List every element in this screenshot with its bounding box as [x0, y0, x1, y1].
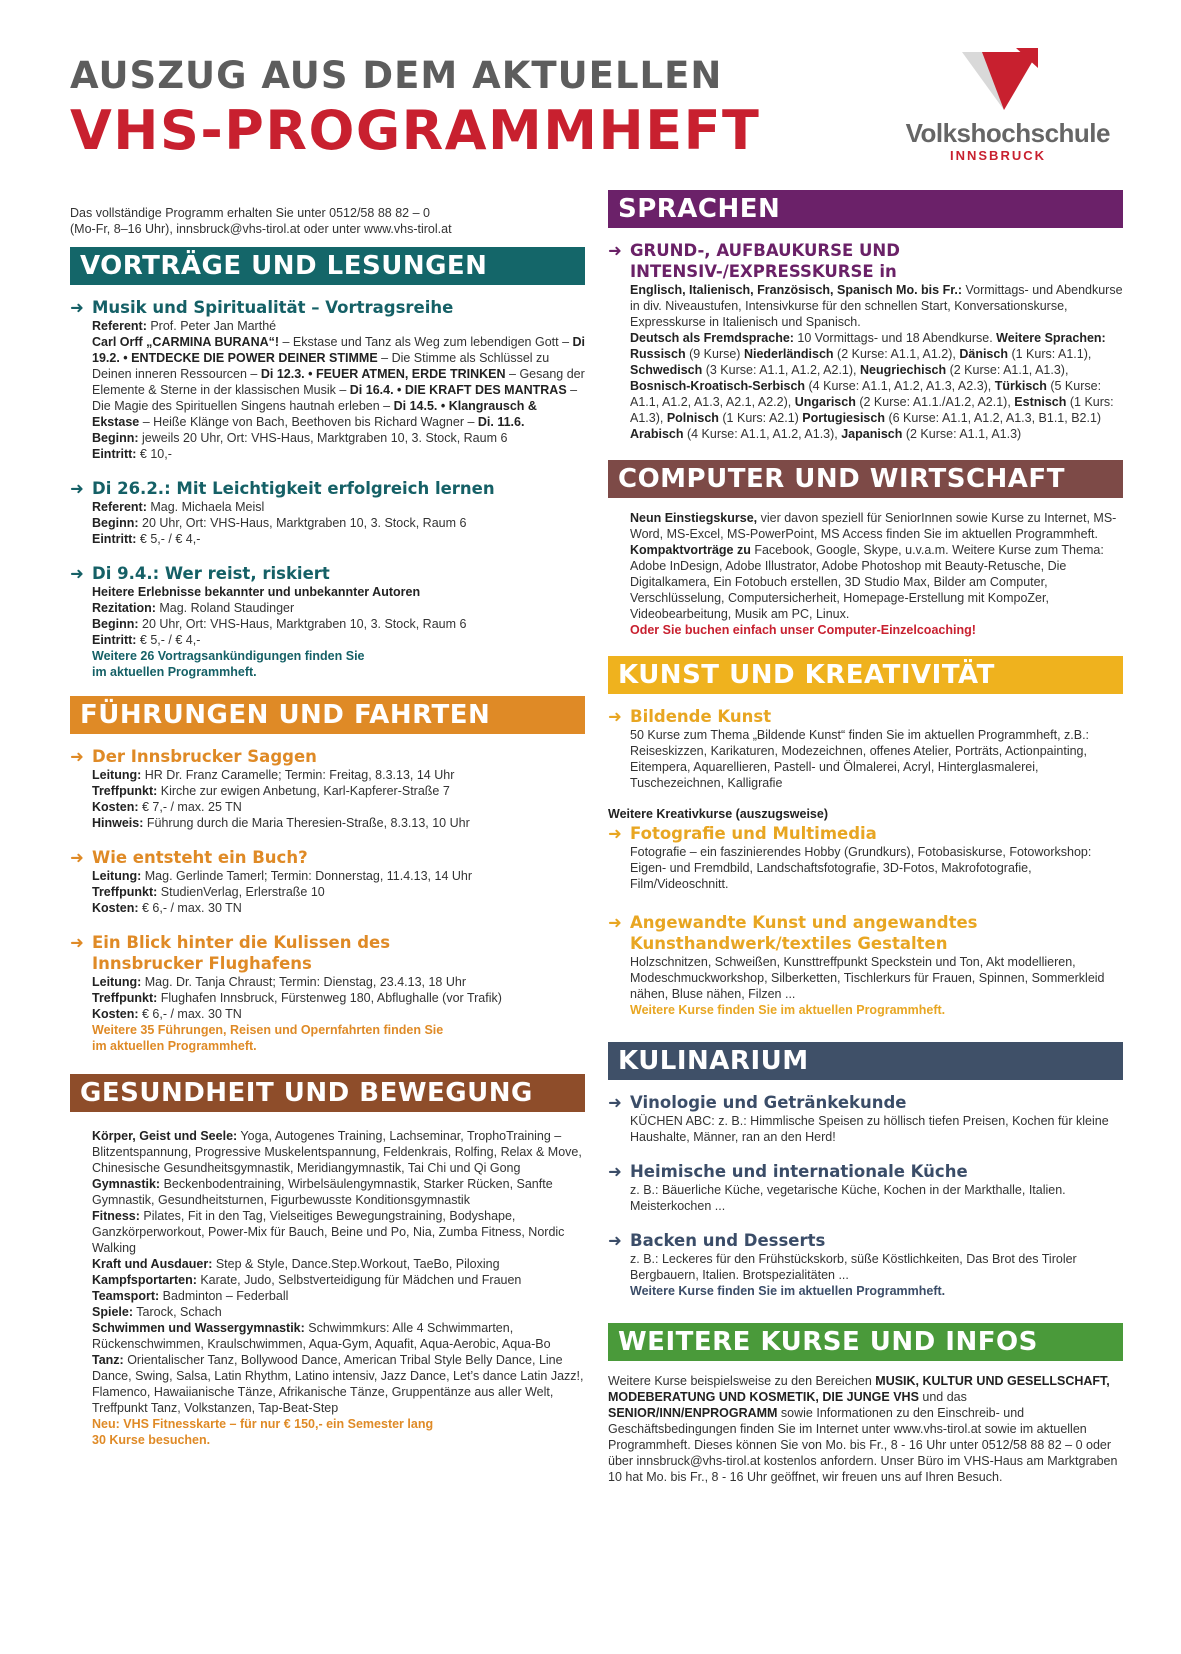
header-line-1: AUSZUG AUS DEM AKTUELLEN [70, 54, 723, 97]
section-title-vortraege: VORTRÄGE UND LESUNGEN [70, 247, 585, 285]
fuehrung-title-line-2: Innsbrucker Flughafens [92, 954, 312, 973]
kunst-item [608, 912, 1123, 1018]
fuehrung-item [70, 847, 585, 916]
kulinarium-item [608, 1161, 1123, 1214]
section-title-weitere: WEITERE KURSE UND INFOS [608, 1323, 1123, 1361]
left-column [70, 205, 585, 1448]
arrow-right-icon: ➜ [608, 824, 622, 843]
vhs-logo[interactable] [890, 48, 1110, 168]
kunst-title-line-2: Kunsthandwerk/textiles Gestalten [630, 934, 948, 953]
section-weitere [608, 1323, 1123, 1361]
sprachen-body: Englisch, Italienisch, Französisch, Spanisch Mo. bis Fr.: Vormittags- und Abendkurse in div. Niveaustufen, Intensivkurse für den schnellen Start, Konversationskurse, Expresskurse in Italienisch und Spanisch. Deutsch als Fremdsprache: 10 Vormittags- und 18 Abendkurse. Weitere Sprachen: Russisch (9 Kurse) Niederländisch (2 Kurse: A1.1, A1.2), Dänisch (1 Kurs: A1.1), Schwedisch (3 Kurse: A1.1, A1.2, A2.1), Neugriechisch (2 Kurse: A1.1, A1.3), Bosnisch-Kroatisch-Serbisch (4 Kurse: A1.1, A1.2, A1.3, A2.3), Türkisch (5 Kurse: A1.1, A1.2, A1.3, A2.1, A2.2), Ungarisch (2 Kurse: A1.1./A1.2, A2.1), Estnisch (1 Kurs: A1.3), Polnisch (1 Kurs: A2.1) Portugiesisch (6 Kurse: A1.1, A1.2, A1.3, B1.1, B2.1) Arabisch (4 Kurse: A1.1, A1.2, A1.3), Japanisch (2 Kurse: A1.1, A1.3) [630, 283, 1123, 441]
section-kunst [608, 656, 1123, 694]
right-column [608, 190, 1123, 1485]
section-fuehrungen [70, 696, 585, 734]
sprachen-title-line-2: INTENSIV-/EXPRESSKURSE in [630, 262, 897, 281]
section-title-kulinarium: KULINARIUM [608, 1042, 1123, 1080]
kunst-item [608, 823, 1123, 892]
kulinarium-title: Backen und Desserts [630, 1231, 826, 1250]
vhs-logo-mark-icon [960, 48, 1040, 112]
kulinarium-title: Vinologie und Getränkekunde [630, 1093, 907, 1112]
arrow-right-icon: ➜ [70, 848, 84, 867]
fuehrung-item [70, 746, 585, 831]
section-title-computer: COMPUTER UND WIRTSCHAFT [608, 460, 1123, 498]
kulinarium-body: z. B.: Leckeres für den Frühstückskorb, süße Köstlichkeiten, Das Brot des Tiroler Bergbauern, Italien. Brotspezialitäten ... Weitere Kurse finden Sie im aktuellen Programmheft. [608, 1251, 1123, 1299]
kulinarium-item [608, 1092, 1123, 1145]
kulinarium-item [608, 1230, 1123, 1299]
kunst-body: 50 Kurse zum Thema „Bildende Kunst“ finden Sie im aktuellen Programmheft, z.B.: Reiseskizzen, Karikaturen, Modezeichnen, offenes Atelier, Porträts, Actionpainting, Eitempera, Aquarellieren, Pastell- und Ölmalerei, Acryl, Hinterglasmalerei, Tuschezeichnen, Kalligrafie [630, 728, 1090, 790]
arrow-right-icon: ➜ [70, 747, 84, 766]
fuehrung-title: Der Innsbrucker Saggen [92, 747, 317, 766]
arrow-right-icon: ➜ [608, 1093, 622, 1112]
kunst-title: Fotografie und Multimedia [630, 824, 877, 843]
kunst-body: Fotografie – ein faszinierendes Hobby (Grundkurs), Fotobasiskurse, Fotoworkshop: Eigen- und Fremdbild, Landschaftsfotografie, 3D-Fotos, Makrofotografie, Film/Videoschnitt. [630, 845, 1092, 891]
vortrag-title: Di 9.4.: Wer reist, riskiert [92, 564, 330, 583]
intro-text [70, 205, 585, 237]
vortrag-body: Heitere Erlebnisse bekannter und unbekannter Autoren Rezitation: Mag. Roland Staudinger Beginn: 20 Uhr, Ort: VHS-Haus, Marktgraben 10, 3. Stock, Raum 6 Eintritt: € 5,- / € 4,- Weitere 26 Vortragsankündigungen finden Sie im aktuellen Programmheft. [70, 584, 585, 680]
logo-name: Volkshochschule [905, 118, 1110, 148]
intro-line-2: (Mo-Fr, 8–16 Uhr), innsbruck@vhs-tirol.at oder unter www.vhs-tirol.at [70, 222, 452, 236]
more-link-fuehrungen[interactable]: Weitere 35 Führungen, Reisen und Opernfahrten finden Sie im aktuellen Programmheft. [92, 1023, 444, 1053]
section-computer [608, 460, 1123, 498]
arrow-right-icon: ➜ [70, 298, 84, 317]
fuehrung-title: Ein Blick hinter die Kulissen des [92, 933, 391, 952]
kunst-item [608, 706, 1123, 791]
kulinarium-title: Heimische und internationale Küche [630, 1162, 968, 1181]
kulinarium-body: KÜCHEN ABC: z. B.: Himmlische Speisen zu höllisch tiefen Preisen, Kochen für kleine Haushalte, Männer, ran an den Herd! [630, 1114, 1109, 1144]
page-header [70, 56, 1110, 186]
sprachen-item [608, 240, 1123, 442]
gesundheit-body: Körper, Geist und Seele: Yoga, Autogenes Training, Lachseminar, TrophoTraining – Blitzentspannung, Progressive Muskelentspannung, Feldenkrais, Rolfing, Relax & Move, Chinesische Gesundheitsgymnastik, Meridiangymnastik, Tai Chi und Qi Gong Gymnastik: Beckenbodentraining, Wirbelsäulengymnastik, Starker Rücken, Sanfte Gymnastik, Gesundheitsturnen, Figurbewusste Konditionsgymnastik Fitness: Pilates, Fit in den Tag, Vielseitiges Bewegungstraining, Bodyshape, Ganzkörperworkout, Power-Mix für Bauch, Beine und Po, Nia, Zumba Fitness, Nordic Walking Kraft und Ausdauer: Step & Style, Dance.Step.Workout, TaeBo, Piloxing Kampfsportarten: Karate, Judo, Selbstverteidigung für Mädchen und Frauen Teamsport: Badminton – Federball Spiele: Tarock, Schach Schwimmen und Wassergymnastik: Schwimmkurs: Alle 4 Schwimmarten, Rückenschwimmen, Kraulschwimmen, Aqua-Gym, Aquafit, Aqua-Aerobic, Aqua-Bo Tanz: Orientalischer Tanz, Bollywood Dance, American Tribal Style Belly Dance, Line Dance, Swing, Salsa, Latin Rhythm, Latino intensiv, Jazz Dance, Let’s dance Latin Jazz!, Flamenco, Hawaiianische Tänze, Afrikanische Tänze, Gruppentänze aus aller Welt, Treffpunkt Tanz, Volkstanzen, Tap-Beat-Step Neu: VHS Fitnesskarte – für nur € 150,- ein Semester lang 30 Kurse besuchen. [92, 1129, 584, 1447]
kunst-title: Bildende Kunst [630, 707, 772, 726]
section-title-sprachen: SPRACHEN [608, 190, 1123, 228]
arrow-right-icon: ➜ [608, 913, 622, 932]
vortrag-item [70, 297, 585, 462]
section-vortraege [70, 247, 585, 285]
kunst-body: Holzschnitzen, Schweißen, Kunsttreffpunkt Speckstein und Ton, Akt modellieren, Modeschmuckworkshop, Silberketten, Tischlerkurs für Frauen, Spinnen, Sommerkleid nähen, Bluse nähen, Filzen ... Weitere Kurse finden Sie im aktuellen Programmheft. [608, 954, 1123, 1018]
arrow-right-icon: ➜ [70, 933, 84, 952]
kulinarium-body: z. B.: Bäuerliche Küche, vegetarische Küche, Kochen in der Markthalle, Italien. Meisterkochen ... [630, 1183, 1066, 1213]
fuehrung-body: Leitung: HR Dr. Franz Caramelle; Termin: Freitag, 8.3.13, 14 Uhr Treffpunkt: Kirche zur ewigen Anbetung, Karl-Kapferer-Straße 7 Kosten: € 7,- / max. 25 TN Hinweis: Führung durch die Maria Theresien-Straße, 8.3.13, 10 Uhr [92, 768, 470, 830]
arrow-right-icon: ➜ [608, 1231, 622, 1250]
vortrag-title: Musik und Spiritualität – Vortragsreihe [92, 298, 454, 317]
arrow-right-icon: ➜ [70, 479, 84, 498]
kreativkurse-label: Weitere Kreativkurse (auszugsweise) [608, 807, 829, 821]
more-link-vortraege[interactable]: Weitere 26 Vortragsankündigungen finden Sie im aktuellen Programmheft. [92, 649, 365, 679]
computer-coaching-link[interactable]: Oder Sie buchen einfach unser Computer-Einzelcoaching! [630, 623, 976, 637]
intro-line-1: Das vollständige Programm erhalten Sie unter 0512/58 88 82 – 0 [70, 206, 430, 220]
sprachen-title: GRUND-, AUFBAUKURSE UND [630, 241, 900, 260]
vortrag-body: Referent: Mag. Michaela Meisl Beginn: 20 Uhr, Ort: VHS-Haus, Marktgraben 10, 3. Stock, Raum 6 Eintritt: € 5,- / € 4,- [92, 500, 467, 546]
arrow-right-icon: ➜ [608, 707, 622, 726]
section-title-gesundheit: GESUNDHEIT UND BEWEGUNG [70, 1074, 585, 1112]
more-link-kulinarium[interactable]: Weitere Kurse finden Sie im aktuellen Programmheft. [630, 1284, 946, 1298]
arrow-right-icon: ➜ [70, 564, 84, 583]
section-sprachen [608, 190, 1123, 228]
logo-city: INNSBRUCK [950, 148, 1046, 163]
kunst-title: Angewandte Kunst und angewandtes [630, 913, 978, 932]
vortrag-title: Di 26.2.: Mit Leichtigkeit erfolgreich lernen [92, 479, 495, 498]
fuehrung-title: Wie entsteht ein Buch? [92, 848, 308, 867]
section-kulinarium [608, 1042, 1123, 1080]
arrow-right-icon: ➜ [608, 241, 622, 260]
section-title-fuehrungen: FÜHRUNGEN UND FAHRTEN [70, 696, 585, 734]
more-link-kunst[interactable]: Weitere Kurse finden Sie im aktuellen Programmheft. [630, 1003, 946, 1017]
fitnesskarte-note: Neu: VHS Fitnesskarte – für nur € 150,- ein Semester lang 30 Kurse besuchen. [92, 1417, 434, 1447]
vortrag-body: Referent: Prof. Peter Jan Marthé Carl Orff „CARMINA BURANA“! – Ekstase und Tanz als Weg zum lebendigen Gott – Di 19.2. • ENTDECKE DIE POWER DEINER STIMME – Die Stimme als Schlüssel zu Deinen inneren Ressourcen – Di 12.3. • FEUER ATMEN, ERDE TRINKEN – Gesang der Elemente & Sterne in der klassischen Musik – Di 16.4. • DIE KRAFT DES MANTRAS – Die Magie des Spirituellen Singens hautnah erleben – Di 14.5. • Klangrausch & Ekstase – Heiße Klänge von Bach, Beethoven bis Richard Wagner – Di. 11.6. Beginn: jeweils 20 Uhr, Ort: VHS-Haus, Marktgraben 10, 3. Stock, Raum 6 Eintritt: € 10,- [92, 319, 585, 461]
computer-body: Neun Einstiegskurse, vier davon speziell für SeniorInnen sowie Kurse zu Internet, MS-Word, MS-Excel, MS-PowerPoint, MS Access finden Sie im aktuellen Programmheft. Kompaktvorträge zu Facebook, Google, Skype, u.v.a.m. Weitere Kurse zum Thema: Adobe InDesign, Adobe Illustrator, Adobe Photoshop mit Beauty-Retusche, Die Digitalkamera, Ein Fotobuch erstellen, 3D Studio Max, Bilder am Computer, Verschlüsselung, Computersicherheit, Homepage-Erstellung mit KompoZer, Videobearbeitung, Musik am PC, Linux. Oder Sie buchen einfach unser Computer-Einzelcoaching! [608, 510, 1123, 638]
arrow-right-icon: ➜ [608, 1162, 622, 1181]
weitere-body: Weitere Kurse beispielsweise zu den Bereichen MUSIK, KULTUR UND GESELLSCHAFT, MODEBERATUNG UND KOSMETIK, DIE JUNGE VHS und das SENIOR/INN/ENPROGRAMM sowie Informationen zu den Einschreib- und Geschäftsbedingungen finden Sie im Internet unter www.vhs-tirol.at sowie im aktuellen Programmheft. Dieses können Sie von Mo. bis Fr., 8 - 16 Uhr unter 0512/58 88 82 – 0 oder über innsbruck@vhs-tirol.at kostenlos anfordern. Unser Büro im VHS-Haus am Marktgraben 10 hat Mo. bis Fr., 8 - 16 Uhr geöffnet, wir freuen uns auf Ihren Besuch. [608, 1374, 1118, 1484]
section-title-kunst: KUNST UND KREATIVITÄT [608, 656, 1123, 694]
fuehrung-body: Leitung: Mag. Dr. Tanja Chraust; Termin: Dienstag, 23.4.13, 18 Uhr Treffpunkt: Flughafen Innsbruck, Fürstenweg 180, Abflughalle (vor Trafik) Kosten: € 6,- / max. 30 TN Weitere 35 Führungen, Reisen und Opernfahrten finden Sie im aktuellen Programmheft. [70, 974, 585, 1054]
header-title: VHS-PROGRAMMHEFT [70, 99, 761, 162]
section-gesundheit [70, 1074, 585, 1112]
vortrag-item [70, 563, 585, 680]
vortrag-item [70, 478, 585, 547]
fuehrung-body: Leitung: Mag. Gerlinde Tamerl; Termin: Donnerstag, 11.4.13, 14 Uhr Treffpunkt: StudienVerlag, Erlerstraße 10 Kosten: € 6,- / max. 30 TN [92, 869, 473, 915]
fuehrung-item [70, 932, 585, 1054]
